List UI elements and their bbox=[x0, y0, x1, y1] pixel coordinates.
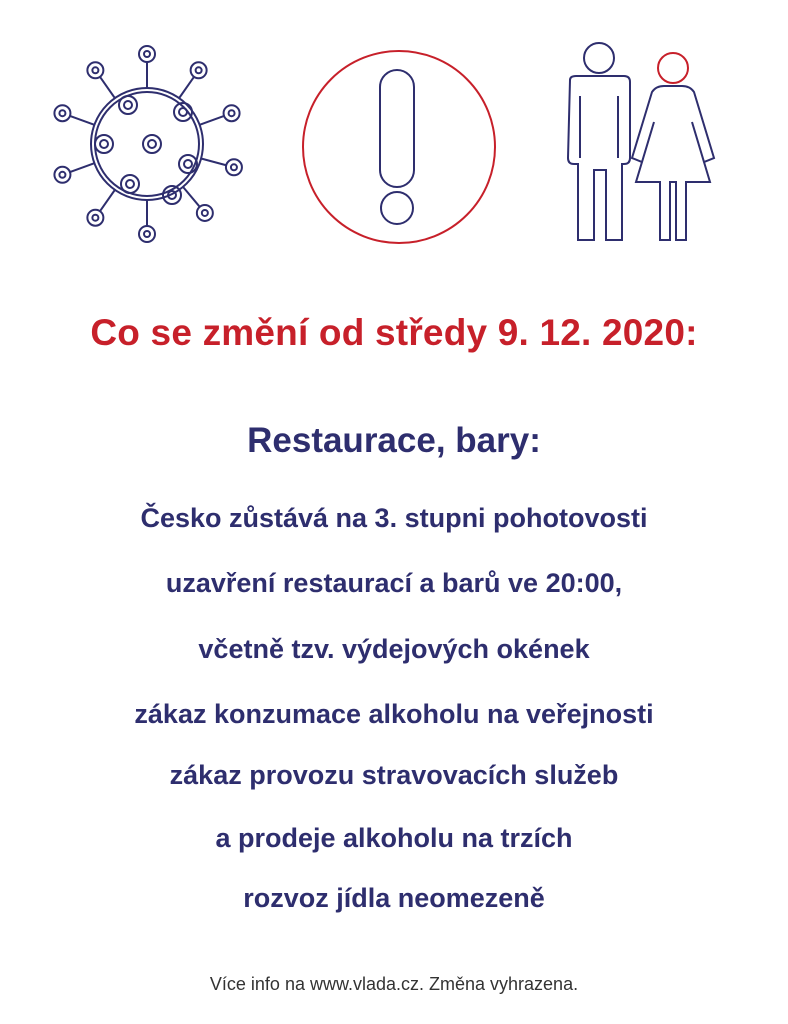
virus-spike bbox=[201, 158, 226, 165]
section-title: Restaurace, bary: bbox=[247, 421, 541, 460]
virus-spike-tip bbox=[139, 46, 155, 62]
virus-spike bbox=[70, 163, 94, 172]
exclamation-icon bbox=[300, 48, 498, 246]
people-icon bbox=[560, 40, 720, 244]
virus-spike-tip bbox=[191, 62, 207, 78]
virus-spike-tip bbox=[87, 62, 103, 78]
measure-line: Česko zůstává na 3. stupni pohotovosti bbox=[140, 503, 648, 533]
virus-spike bbox=[100, 190, 115, 211]
virus-spike bbox=[200, 116, 224, 125]
icon-row bbox=[0, 0, 788, 260]
virus-spike-tip bbox=[54, 167, 70, 183]
measure-line: včetně tzv. výdejových okének bbox=[198, 634, 590, 664]
measure-line: zákaz konzumace alkoholu na veřejnosti bbox=[134, 699, 654, 729]
virus-spike bbox=[183, 187, 200, 207]
headline: Co se změní od středy 9. 12. 2020: bbox=[90, 312, 698, 353]
virus-spike-tip bbox=[197, 205, 213, 221]
virus-spike bbox=[179, 77, 194, 98]
measure-line: a prodeje alkoholu na trzích bbox=[215, 823, 573, 853]
measure-line: zákaz provozu stravovacích služeb bbox=[169, 760, 619, 790]
virus-spike bbox=[100, 77, 115, 98]
footer-note: Více info na www.vlada.cz. Změna vyhrazena. bbox=[209, 974, 579, 994]
virus-spike bbox=[70, 116, 94, 125]
virus-spike-tip bbox=[54, 105, 70, 121]
measure-line: uzavření restaurací a barů ve 20:00, bbox=[165, 568, 623, 598]
virus-icon bbox=[48, 38, 246, 250]
virus-spike-tip bbox=[87, 210, 103, 226]
measure-line: rozvoz jídla neomezeně bbox=[243, 883, 545, 913]
virus-spike-tip bbox=[226, 159, 242, 175]
virus-spike-tip bbox=[139, 226, 155, 242]
virus-spike-tip bbox=[224, 105, 240, 121]
